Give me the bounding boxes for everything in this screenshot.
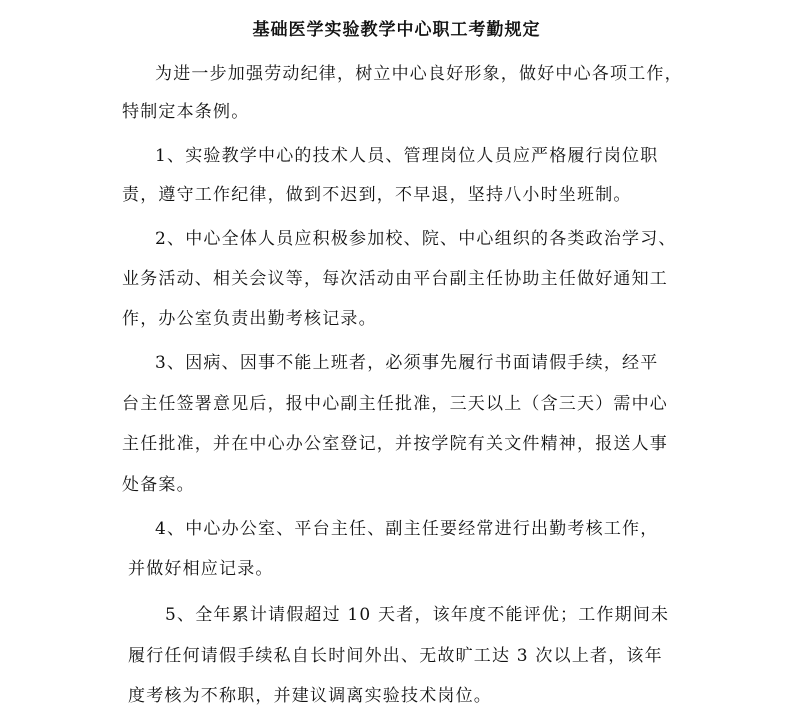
clause-5-line-2: 履行任何请假手续私自长时间外出、无故旷工达 3 次以上者，该年 [128,646,663,666]
clause-2-line-2: 业务活动、相关会议等，每次活动由平台副主任协助主任做好通知工 [122,269,668,289]
clause-4-line-2: 并做好相应记录。 [128,559,274,579]
clause-3-line-4: 处备案。 [122,475,195,495]
clause-2-line-1: 2、中心全体人员应积极参加校、院、中心组织的各类政治学习、 [155,229,677,249]
clause-5-line-1: 5、全年累计请假超过 10 天者，该年度不能评优；工作期间未 [165,605,670,625]
intro-line-2: 特制定本条例。 [122,102,250,122]
clause-3-line-2: 台主任签署意见后，报中心副主任批准，三天以上（含三天）需中心 [122,394,668,414]
document-title: 基础医学实验教学中心职工考勤规定 [252,20,541,40]
clause-1-line-1: 1、实验教学中心的技术人员、管理岗位人员应严格履行岗位职 [155,146,659,166]
clause-3-line-1: 3、因病、因事不能上班者，必须事先履行书面请假手续，经平 [155,353,659,373]
clause-1-line-2: 责，遵守工作纪律，做到不迟到，不早退，坚持八小时坐班制。 [122,185,632,205]
clause-2-line-3: 作，办公室负责出勤考核记录。 [122,309,377,329]
clause-5-line-3: 度考核为不称职，并建议调离实验技术岗位。 [128,686,492,706]
clause-3-line-3: 主任批准，并在中心办公室登记，并按学院有关文件精神，报送人事 [122,434,668,454]
clause-4-line-1: 4、中心办公室、平台主任、副主任要经常进行出勤考核工作， [155,519,659,539]
intro-line-1: 为进一步加强劳动纪律，树立中心良好形象，做好中心各项工作， [155,64,683,84]
